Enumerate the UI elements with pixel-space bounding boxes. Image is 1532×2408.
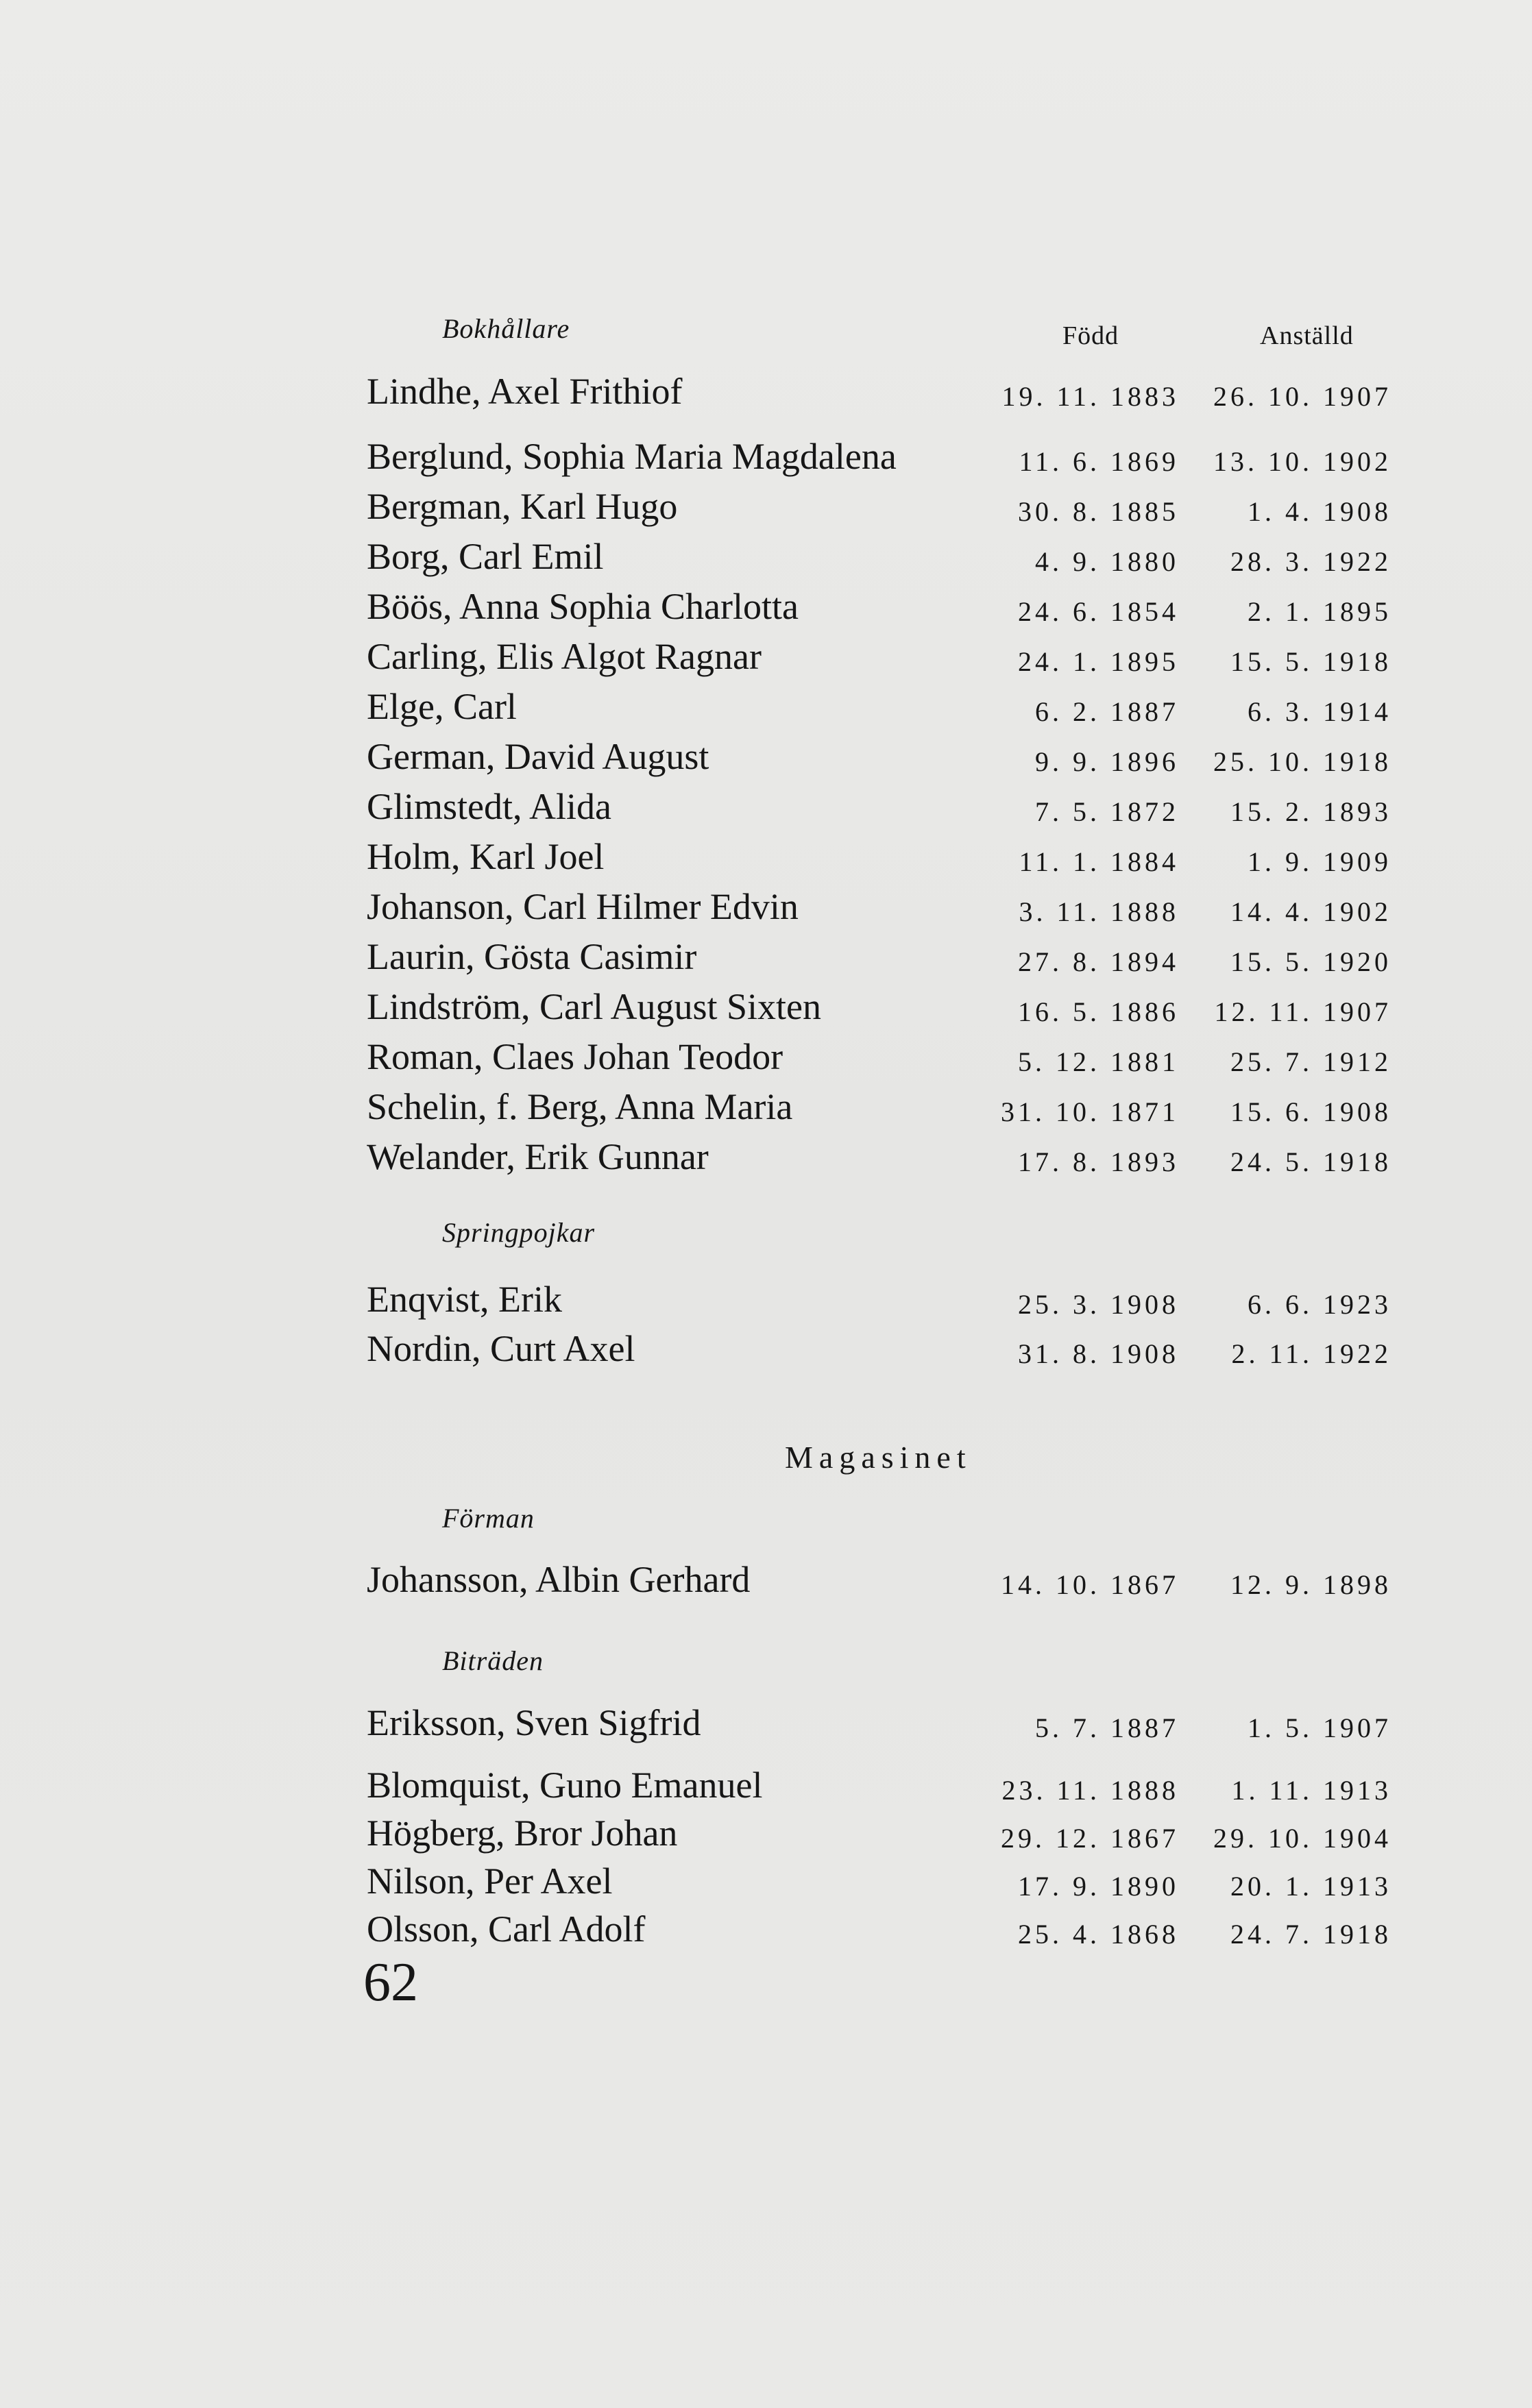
table-row [0, 530, 1532, 578]
hire-date: 2. 11. 1922 [1231, 1338, 1391, 1369]
hire-date: 14. 4. 1902 [1230, 896, 1391, 927]
birth-date: 30. 8. 1885 [1018, 496, 1179, 527]
table-row [0, 1854, 1532, 1902]
person-name: Berglund, Sophia Maria Magdalena [367, 436, 897, 477]
birth-date: 7. 5. 1872 [1035, 796, 1179, 827]
birth-date: 14. 10. 1867 [1001, 1569, 1179, 1600]
section-label-errand-boys: Springpojkar [442, 1217, 596, 1248]
table-row [0, 830, 1532, 878]
birth-date: 17. 9. 1890 [1018, 1871, 1179, 1902]
birth-date: 4. 9. 1880 [1035, 546, 1179, 577]
table-row [0, 1696, 1532, 1744]
table-row [0, 780, 1532, 828]
person-name: Eriksson, Sven Sigfrid [367, 1702, 701, 1743]
person-name: Welander, Erik Gunnar [367, 1136, 709, 1177]
birth-date: 9. 9. 1896 [1035, 746, 1179, 777]
table-row [0, 630, 1532, 678]
person-name: Roman, Claes Johan Teodor [367, 1036, 783, 1077]
person-name: Schelin, f. Berg, Anna Maria [367, 1086, 793, 1127]
table-row [0, 730, 1532, 778]
table-row [0, 980, 1532, 1028]
person-name: Enqvist, Erik [367, 1279, 562, 1320]
hire-date: 26. 10. 1907 [1213, 381, 1391, 412]
page-number: 62 [363, 1952, 418, 2013]
person-name: Carling, Elis Algot Ragnar [367, 636, 762, 677]
table-row [0, 1322, 1532, 1370]
person-name: Lindhe, Axel Frithiof [367, 371, 683, 412]
hire-date: 24. 5. 1918 [1230, 1146, 1391, 1177]
table-row [0, 430, 1532, 478]
birth-date: 17. 8. 1893 [1018, 1146, 1179, 1177]
column-header-hired: Anställd [1260, 321, 1354, 350]
person-name: Johansson, Albin Gerhard [367, 1559, 751, 1600]
table-row [0, 580, 1532, 628]
hire-date: 28. 3. 1922 [1230, 546, 1391, 577]
section-heading-warehouse: Magasinet [785, 1440, 972, 1475]
table-row [0, 1030, 1532, 1078]
hire-date: 1. 9. 1909 [1248, 846, 1391, 877]
column-header-born: Född [1062, 321, 1119, 350]
birth-date: 5. 12. 1881 [1018, 1046, 1179, 1077]
birth-date: 5. 7. 1887 [1035, 1712, 1179, 1743]
birth-date: 27. 8. 1894 [1018, 946, 1179, 977]
hire-date: 2. 1. 1895 [1248, 596, 1391, 627]
table-row [0, 880, 1532, 928]
table-row [0, 365, 1532, 413]
table-row [0, 1902, 1532, 1950]
table-row [0, 680, 1532, 728]
section-label-foreman: Förman [442, 1503, 535, 1534]
hire-date: 15. 5. 1920 [1230, 946, 1391, 977]
birth-date: 16. 5. 1886 [1018, 996, 1179, 1027]
hire-date: 1. 5. 1907 [1248, 1712, 1391, 1743]
person-name: Johanson, Carl Hilmer Edvin [367, 886, 799, 927]
hire-date: 1. 4. 1908 [1248, 496, 1391, 527]
birth-date: 31. 10. 1871 [1001, 1096, 1179, 1127]
person-name: German, David August [367, 736, 709, 777]
table-row [0, 1553, 1532, 1601]
person-name: Nordin, Curt Axel [367, 1328, 635, 1369]
hire-date: 24. 7. 1918 [1230, 1919, 1391, 1950]
birth-date: 19. 11. 1883 [1001, 381, 1179, 412]
birth-date: 29. 12. 1867 [1001, 1823, 1179, 1854]
birth-date: 3. 11. 1888 [1019, 896, 1179, 927]
person-name: Högberg, Bror Johan [367, 1813, 678, 1854]
person-name: Borg, Carl Emil [367, 536, 604, 577]
hire-date: 25. 10. 1918 [1213, 746, 1391, 777]
table-row [0, 480, 1532, 528]
person-name: Lindström, Carl August Sixten [367, 986, 822, 1027]
birth-date: 25. 3. 1908 [1018, 1289, 1179, 1320]
person-name: Nilson, Per Axel [367, 1860, 613, 1902]
table-row [0, 1758, 1532, 1806]
table-row [0, 1806, 1532, 1854]
table-row [0, 1080, 1532, 1128]
hire-date: 1. 11. 1913 [1231, 1775, 1391, 1806]
person-name: Laurin, Gösta Casimir [367, 936, 697, 977]
person-name: Olsson, Carl Adolf [367, 1908, 646, 1950]
hire-date: 15. 6. 1908 [1230, 1096, 1391, 1127]
hire-date: 6. 6. 1923 [1248, 1289, 1391, 1320]
table-row [0, 1130, 1532, 1178]
hire-date: 6. 3. 1914 [1248, 696, 1391, 727]
birth-date: 24. 6. 1854 [1018, 596, 1179, 627]
hire-date: 12. 11. 1907 [1214, 996, 1391, 1027]
birth-date: 11. 6. 1869 [1019, 446, 1179, 477]
birth-date: 25. 4. 1868 [1018, 1919, 1179, 1950]
birth-date: 24. 1. 1895 [1018, 646, 1179, 677]
person-name: Glimstedt, Alida [367, 786, 611, 827]
section-label-bookkeepers: Bokhållare [442, 313, 570, 344]
hire-date: 25. 7. 1912 [1230, 1046, 1391, 1077]
birth-date: 31. 8. 1908 [1018, 1338, 1179, 1369]
hire-date: 29. 10. 1904 [1213, 1823, 1391, 1854]
table-row [0, 930, 1532, 978]
birth-date: 11. 1. 1884 [1019, 846, 1179, 877]
person-name: Elge, Carl [367, 686, 517, 727]
hire-date: 12. 9. 1898 [1230, 1569, 1391, 1600]
birth-date: 23. 11. 1888 [1001, 1775, 1179, 1806]
birth-date: 6. 2. 1887 [1035, 696, 1179, 727]
person-name: Blomquist, Guno Emanuel [367, 1765, 763, 1806]
section-label-assistants: Biträden [442, 1645, 544, 1676]
table-row [0, 1273, 1532, 1320]
hire-date: 15. 5. 1918 [1230, 646, 1391, 677]
person-name: Böös, Anna Sophia Charlotta [367, 586, 799, 627]
hire-date: 15. 2. 1893 [1230, 796, 1391, 827]
person-name: Bergman, Karl Hugo [367, 486, 678, 527]
person-name: Holm, Karl Joel [367, 836, 605, 877]
hire-date: 20. 1. 1913 [1230, 1871, 1391, 1902]
hire-date: 13. 10. 1902 [1213, 446, 1391, 477]
